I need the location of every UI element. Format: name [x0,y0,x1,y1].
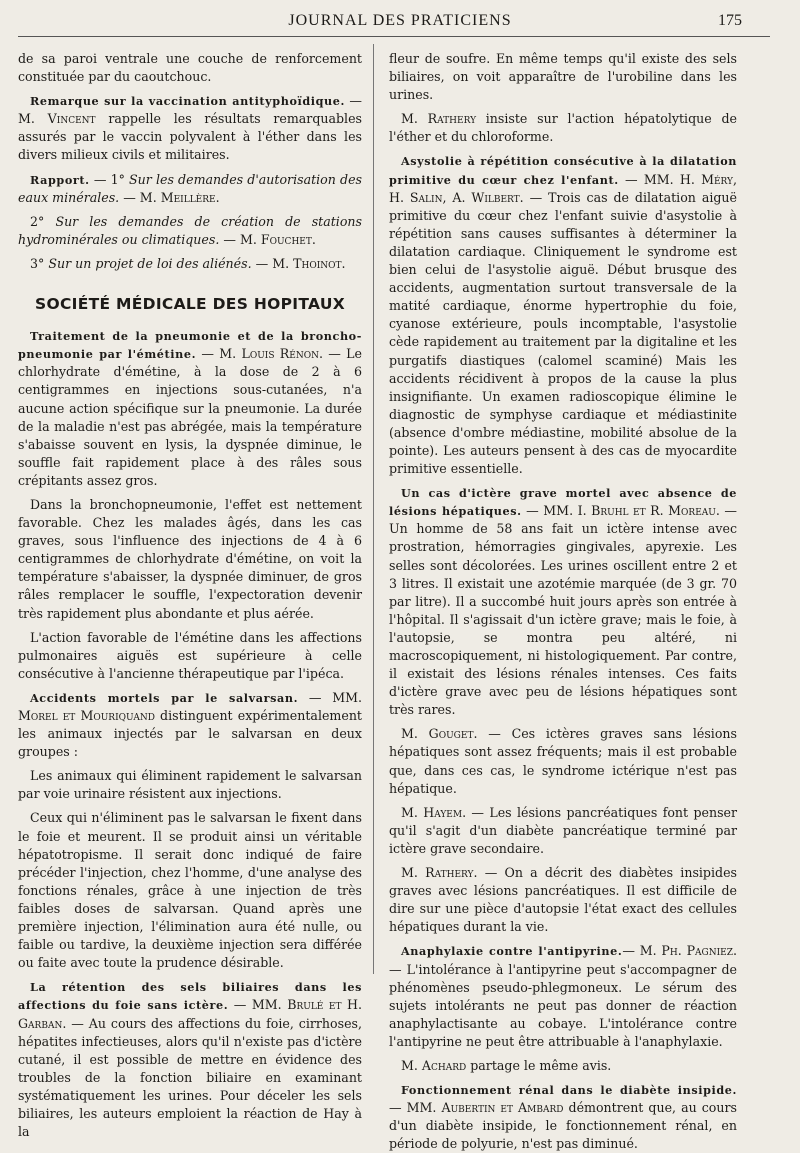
author-name: M. Louis Rénon. [219,346,323,362]
article-sels-biliaires: La rétention des sels biliaires dans les affections du foie sans ictère. — MM. Brulé et H. Garban. — Au cours des affections du foie, cirrhoses, hépatites infectieuses, alors qu'il n'existe pas d'ictère cutané, il est possible de mettre en évidence des troubles de la fonction biliaire en examinant systématiquement les urines. Pour déceler les sels biliaires, les auteurs emploient la réaction de Hay à la [18,980,362,1140]
article-title: Un cas d'ictère grave mortel avec absence de lésions hépatiques. [389,486,737,519]
author-name: M. Gouget. [401,726,478,742]
article-title: Traitement de la pneumonie et de la broncho-pneumonie par l'émétine. [18,329,362,362]
article-emetine: Traitement de la pneumonie et de la broncho-pneumonie par l'émétine. — M. Louis Rénon. — Le chlorhydrate d'émétine, à la dose de 2 à 6 centigrammes en injections sous-cutanées, n'a aucune action spécifique sur la pneumonie. La durée de la maladie n'est pas abrégée, mais la température s'abaisse souvent en lysis, la dyspnée diminue, le souffle fait rapidement place à des râles sous crépitants assez gros. [18,329,363,488]
author-name: M. Meillère. [139,189,220,205]
article-salvarsan: Accidents mortels par le salvarsan. — MM. Morel et Mouriquand distinguent expérimentalement les animaux injectés par le salvarsan en deux groupes : [18,689,362,760]
section-title: SOCIÉTÉ MÉDICALE DES HOPITAUX [35,295,345,314]
article-asystolie: Asystolie à répétition consécutive à la dilatation primitive du cœur chez l'enfant. — MM. H. Méry, H. Salin, A. Wilbert. — Trois cas de dilatation aiguë primitive du cœur chez l'enfant suivie d'asystolie à répétition sans causes suffisantes à déterminer la dilatation cardiaque. Cliniquement le syndrome est bien celui de l'asystolie aiguë. Début brusque des accidents, augmentation surtout transversale de la matité cardiaque, énorme hypertrophie du foie, cyanose extérieure, pouls incomptable, l'asystolie cède rapidement au traitement par la digitaline et les purgatifs diastiques (calomel scaminé) Mais les accidents récidivent à propos de la cause la plus insignifiante. Un examen radioscopique élimine le diagnostic de symphyse cardiaque et médiastinite (absence d'ombre médiastine, mobilité absolue de la pointe). Les auteurs pensent à des cas de myocardite primitive essentielle. [389,154,737,477]
rapport-item-2: 2° Sur les demandes de création de stations hydrominérales ou climatiques. — M. Fouchet. [18,213,362,247]
author-name: MM. Aubertin et Ambard [406,1100,564,1116]
article-title: Fonctionnement rénal dans le diabète insipide. [401,1083,737,1098]
author-name: MM. Morel et Mouriquand [18,689,362,723]
author-name: M. Rathery. [401,865,478,881]
author-name: M. Achard [401,1057,467,1073]
author-name: MM. I. Bruhl et R. Moreau. [543,503,720,519]
paragraph: Dans la bronchopneumonie, l'effet est nettement favorable. Chez les malades âgés, dans les cas graves, sous l'influence des injections de 4 à 6 centigrammes de chlorhydrate d'émétine, on voit la température s'abaisser, la dyspnée diminuer, de gros râles remplacer le souffle, l'expectoration devenir très rapidement plus abondante et plus aérée. [18,496,362,621]
article-ictere-grave: Un cas d'ictère grave mortel avec absence de lésions hépatiques. — MM. I. Bruhl et R. Moreau. — Un homme de 58 ans fait un ictère intense avec prostration, hémorragies gingivales, apyrexie. Les selles sont décolorées. Les urines oscillent entre 2 et 3 litres. Il existait une azotémie marquée (de 3 gr. 70 par litre). Il a succombé huit jours après son entrée à l'hôpital. Il s'agissait d'un ictère grave; mais le foie, à l'autopsie, se montra peu altéré, ni macroscopiquement, ni histologiquement. Par contre, il existait des lésions rénales intenses. Ces faits d'ictère grave avec peu de lésions hépatiques sont très rares. [389,486,737,718]
page-header [0,8,800,38]
article-diabete-insipide: Fonctionnement rénal dans le diabète insipide. — MM. Aubertin et Ambard démontrent que, au cours d'un diabète insipide, le fonctionnement rénal, en période de polyurie, n'est pas diminué. [389,1083,737,1152]
article-anaphylaxie: Anaphylaxie contre l'antipyrine.— M. Ph. Pagniez. — L'intolérance à l'antipyrine peut s'accompagner de phénomènes pseudo-phlegmoneux. Le sérum des sujets intolérants ne peut pas donner de réaction anaphylactisante au cobaye. L'intolérance contre l'antipyrine ne peut être attribuable à l'anaphylaxie. [389,943,737,1049]
article-title: Accidents mortels par le salvarsan. [30,690,299,705]
paragraph: Les animaux qui éliminent rapidement le salvarsan par voie urinaire résistent aux injections. [18,768,362,802]
rapport-item-3: 3° Sur un projet de loi des aliénés. — M. Thoinot. [30,255,346,271]
article-title: Asystolie à répétition consécutive à la dilatation primitive du cœur chez l'enfant. [389,154,737,187]
author-name: M. Hayem. [401,804,467,820]
right-column [389,50,738,1152]
article-title: Remarque sur la vaccination antityphoïdique. [30,94,345,109]
author-name: M. Vincent [18,111,96,127]
header-rule [18,36,770,37]
page-number: 175 [718,12,742,29]
paragraph: Ceux qui n'éliminent pas le salvarsan le fixent dans le foie et meurent. Il se produit ainsi un véritable hépatotropisme. Il serait donc indiqué de faire précéder l'injection, chez l'homme, d'une analyse des fonctions rénales, grâce à une injection de très faibles doses de salvarsan. Quand après une première injection, l'élimination aura été nulle, ou faible ou tardive, la deuxième injection sera différée ou faite avec toute la prudence désirable. [18,810,362,971]
article-title: La rétention des sels biliaires dans les affections du foie sans ictère. [18,980,362,1013]
running-title: JOURNAL DES PRATICIENS [288,12,512,29]
comment-rathery-2: M. Rathery. — On a décrit des diabètes insipides graves avec lésions pancréatiques. Il est difficile de dire sur une pièce d'autopsie l'état exact des cellules hépatiques durant la vie. [389,865,738,935]
author-name: MM. H. Méry, H. Salin, A. Wilbert. [389,171,737,205]
author-name: M. Thoinot. [272,255,346,271]
author-name: MM. Brulé et H. Garban. [18,997,362,1031]
comment-hayem: M. Hayem. — Les lésions pancréatiques font penser qu'il s'agit d'un diabète pancréatique terminé par ictère grave secondaire. [389,804,738,856]
paragraph-continuation: fleur de soufre. En même temps qu'il existe des sels biliaires, on voit apparaître de l'urobiline dans les urines. [389,51,737,103]
comment-rathery: M. Rathery insiste sur l'action hépatolytique de l'éther et du chloroforme. [389,111,737,145]
column-divider [373,44,374,974]
left-column [18,50,363,1140]
article-title: Anaphylaxie contre l'antipyrine. [401,944,623,959]
author-name: M. Ph. Pagniez. [639,943,737,959]
paragraph: L'action favorable de l'émétine dans les affections pulmonaires aiguës est supérieure à celle consécutive à l'ancienne thérapeutique par l'ipéca. [18,629,362,681]
author-name: M. Rathery [401,111,477,127]
author-name: M. Fouchet. [239,231,316,247]
comment-gouget: M. Gouget. — Ces ictères graves sans lésions hépatiques sont assez fréquents; mais il est probable que, dans ces cas, le syndrome ictérique n'est pas hépatique. [389,726,737,796]
article-title: Rapport. [30,172,90,187]
article-rapport: Rapport. — 1° Sur les demandes d'autorisation des eaux minérales. — M. Meillère. [18,171,362,205]
comment-achard: M. Achard partage le même avis. [401,1057,612,1073]
article-vaccination: Remarque sur la vaccination antityphoïdique. — M. Vincent rappelle les résultats remarquables assurés par le vaccin polyvalent à l'éther dans les divers milieux civils et militaires. [18,93,363,163]
paragraph-continuation: de sa paroi ventrale une couche de renforcement constituée par du caoutchouc. [18,51,362,85]
